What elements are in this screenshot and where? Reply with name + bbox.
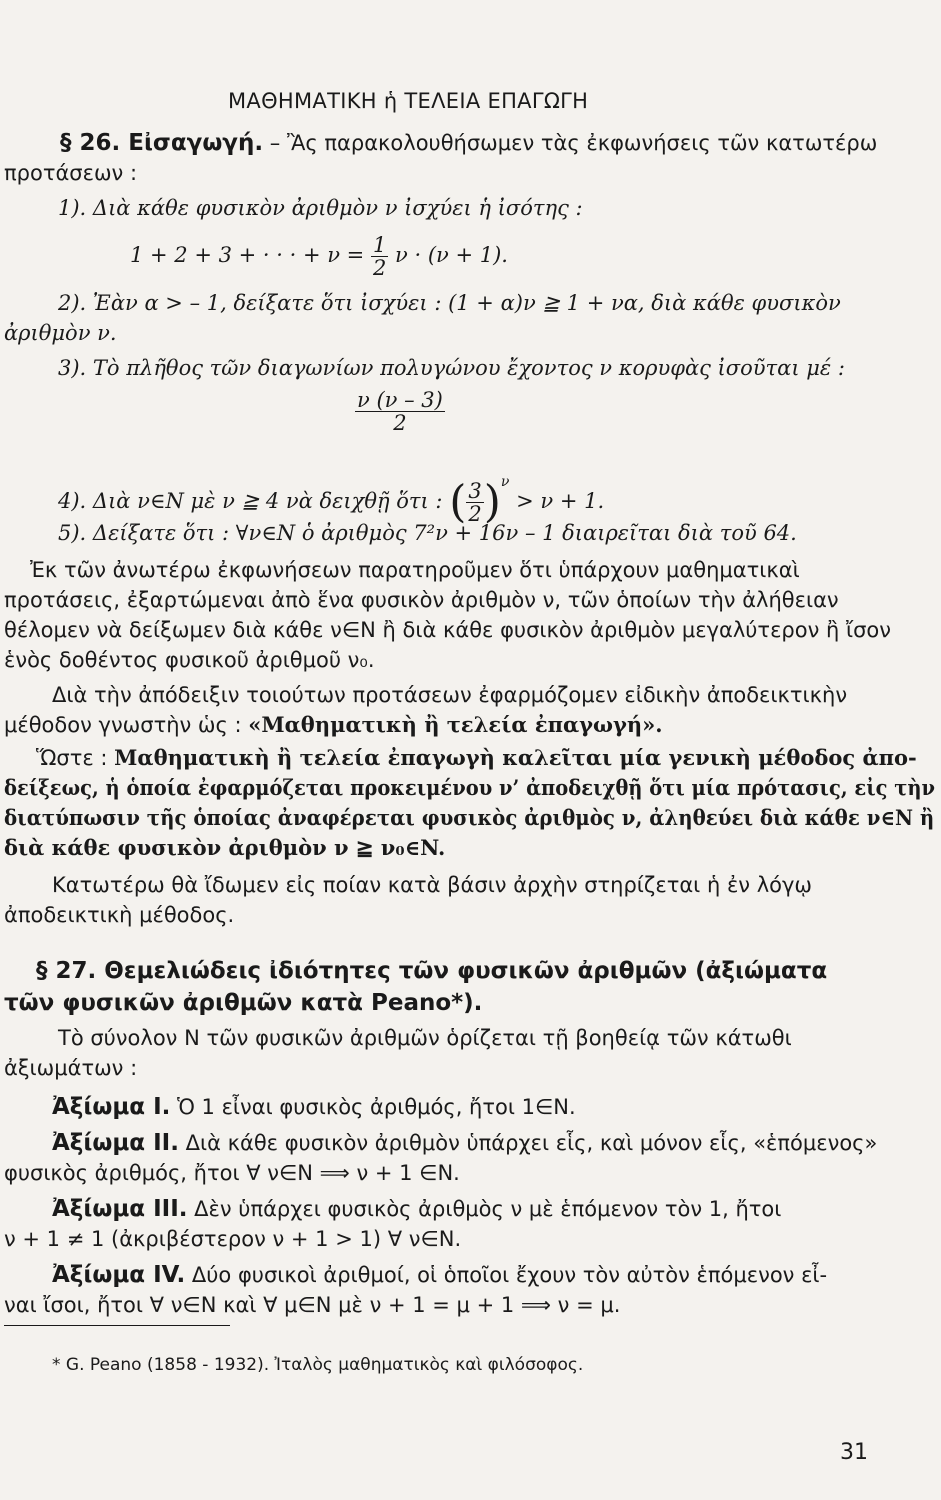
paragraph-2-line-2: [4, 712, 663, 738]
proposition-4-text: 4). Διὰ ν∈N μὲ ν ≧ 4 νὰ δειχθῇ ὅτι :: [58, 489, 443, 513]
formula-1: [130, 230, 508, 280]
section-27-intro-line-2: ἀξιωμάτων :: [4, 1056, 138, 1080]
axiom-3: [52, 1196, 781, 1222]
axiom-2-cont: φυσικὸς ἀριθμός, ἤτοι ∀ ν∈N ⟹ ν + 1 ∈N.: [4, 1161, 460, 1185]
page-number: 31: [840, 1440, 868, 1465]
axiom-2: [52, 1130, 877, 1156]
paragraph-1-line-1: Ἐκ τῶν ἀνωτέρω ἐκφωνήσεων παρατηροῦμεν ὅτι ὑπάρχουν μαθηματικαὶ: [30, 558, 800, 582]
fraction-three-halves: [466, 480, 483, 525]
proposition-1: 1). Διὰ κάθε φυσικὸν ἀριθμὸν ν ἰσχύει ἡ ἰσότης :: [58, 196, 583, 220]
proposition-2-cont: ἀριθμὸν ν.: [4, 321, 117, 345]
section-26-intro: – Ἂς παρακολουθήσωμεν τὰς ἐκφωνήσεις τῶν κατωτέρω: [269, 131, 878, 155]
axiom-3-label: Ἀξίωμα III.: [52, 1196, 188, 1222]
section-27-heading-cont: τῶν φυσικῶν ἀριθμῶν κατὰ Peano*).: [4, 990, 483, 1016]
proposition-4-right: > ν + 1.: [516, 489, 605, 513]
paragraph-2-text: μέθοδον γνωστὴν ὡς :: [4, 713, 242, 737]
formula-3: [355, 385, 445, 435]
fraction-numerator: ν (ν – 3): [357, 388, 443, 412]
axiom-4: [52, 1262, 827, 1288]
proposition-2: 2). Ἐὰν α > – 1, δείξατε ὅτι ἰσχύει : (1 + α)ν ≧ 1 + να, διὰ κάθε φυσικὸν: [58, 291, 841, 315]
proposition-4: [58, 452, 605, 528]
method-name: «Μαθηματικὴ ἢ τελεία ἐπαγωγή».: [248, 712, 663, 737]
axiom-1-text: Ὁ 1 εἶναι φυσικὸς ἀριθμός, ἤτοι 1∈N.: [177, 1095, 576, 1119]
formula-1-right: ν · (ν + 1).: [395, 243, 508, 267]
axiom-2-text: Διὰ κάθε φυσικὸν ἀριθμὸν ὑπάρχει εἷς, καὶ μόνον εἷς, «ἑπόμενος»: [185, 1131, 878, 1155]
proposition-5: 5). Δείξατε ὅτι : ∀ν∈N ὁ ἀριθμὸς 7²ν + 16ν – 1 διαιρεῖται διὰ τοῦ 64.: [58, 521, 797, 545]
axiom-3-text: Δὲν ὑπάρχει φυσικὸς ἀριθμὸς ν μὲ ἑπόμενον τὸν 1, ἤτοι: [194, 1197, 782, 1221]
formula-1-left: 1 + 2 + 3 + · · · + ν =: [130, 243, 365, 267]
definition-line-3: διατύπωσιν τῆς ὁποίας ἀναφέρεται φυσικὸς ἀριθμὸς ν, ἀληθεύει διὰ κάθε ν∈N ἢ: [4, 805, 935, 830]
definition-line-1: [36, 745, 917, 771]
close-paren: ): [483, 476, 501, 528]
paragraph-1-line-3: θέλομεν νὰ δείξωμεν διὰ κάθε ν∈N ἢ διὰ κάθε φυσικὸν ἀριθμὸν μεγαλύτερον ἢ ἴσον: [4, 618, 891, 642]
axiom-1: [52, 1094, 576, 1120]
section-27-intro-line-1: Τὸ σύνολον N τῶν φυσικῶν ἀριθμῶν ὁρίζεται τῇ βοηθείᾳ τῶν κάτωθι: [58, 1026, 792, 1050]
axiom-4-label: Ἀξίωμα IV.: [52, 1262, 186, 1288]
fraction-denominator: 2: [393, 411, 407, 435]
paragraph-4-line-2: ἀποδεικτικὴ μέθοδος.: [4, 903, 235, 927]
exponent: ν: [500, 474, 510, 490]
paragraph-4-line-1: Κατωτέρω θὰ ἴδωμεν εἰς ποίαν κατὰ βάσιν ἀρχὴν στηρίζεται ἡ ἐν λόγῳ: [52, 873, 812, 897]
footnote: * G. Peano (1858 - 1932). Ἰταλὸς μαθηματικὸς καὶ φιλόσοφος.: [52, 1355, 584, 1375]
proposition-3: 3). Τὸ πλῆθος τῶν διαγωνίων πολυγώνου ἔχοντος ν κορυφὰς ἰσοῦται μέ :: [58, 356, 845, 380]
paragraph-1-line-2: προτάσεις, ἐξαρτώμεναι ἀπὸ ἕνα φυσικὸν ἀριθμὸν ν, τῶν ὁποίων τὴν ἀλήθειαν: [4, 588, 839, 612]
fraction-denominator: 2: [372, 256, 387, 280]
footnote-divider: [4, 1325, 230, 1326]
definition-text: Μαθηματικὴ ἢ τελεία ἐπαγωγὴ καλεῖται μία γενικὴ μέθοδος ἀπο-: [114, 745, 917, 770]
open-paren: (: [449, 476, 467, 528]
section-26-heading-line: [60, 130, 877, 156]
section-27-heading: § 27. Θεμελιώδεις ἰδιότητες τῶν φυσικῶν ἀριθμῶν (ἀξιώματα: [36, 958, 828, 984]
fraction-numerator: 3: [468, 479, 482, 503]
paragraph-1-line-4: ἑνὸς δοθέντος φυσικοῦ ἀριθμοῦ ν₀.: [4, 648, 375, 672]
page-header-title: ΜΑΘΗΜΑΤΙΚΗ ἡ ΤΕΛΕΙΑ ΕΠΑΓΩΓΗ: [228, 89, 589, 113]
axiom-3-cont: ν + 1 ≠ 1 (ἀκριβέστερον ν + 1 > 1) ∀ ν∈N.: [4, 1227, 462, 1251]
axiom-1-label: Ἀξίωμα I.: [52, 1094, 171, 1120]
paragraph-2-line-1: Διὰ τὴν ἀπόδειξιν τοιούτων προτάσεων ἐφαρμόζομεν εἰδικὴν ἀποδεικτικὴν: [52, 683, 848, 707]
fraction-one-half: [371, 234, 388, 279]
axiom-4-cont: ναι ἴσοι, ἤτοι ∀ ν∈N καὶ ∀ μ∈N μὲ ν + 1 = μ + 1 ⟹ ν = μ.: [4, 1293, 621, 1317]
axiom-2-label: Ἀξίωμα II.: [52, 1130, 179, 1156]
fraction-denominator: 2: [468, 502, 482, 526]
definition-lead: Ὥστε :: [36, 746, 108, 770]
axiom-4-text: Δύο φυσικοὶ ἀριθμοί, οἱ ὁποῖοι ἔχουν τὸν αὐτὸν ἑπόμενον εἶ-: [191, 1263, 828, 1287]
definition-line-2: δείξεως, ἡ ὁποία ἐφαρμόζεται προκειμένου ν’ ἀποδειχθῇ ὅτι μία πρότασις, εἰς τὴν: [4, 775, 936, 800]
definition-line-4: διὰ κάθε φυσικὸν ἀριθμὸν ν ≧ ν₀∈N.: [4, 835, 446, 860]
fraction-numerator: 1: [372, 233, 387, 257]
section-26-intro-cont: προτάσεων :: [4, 161, 138, 185]
section-26-heading: § 26. Εἰσαγωγή.: [60, 130, 264, 156]
fraction-diagonals: [355, 389, 445, 434]
